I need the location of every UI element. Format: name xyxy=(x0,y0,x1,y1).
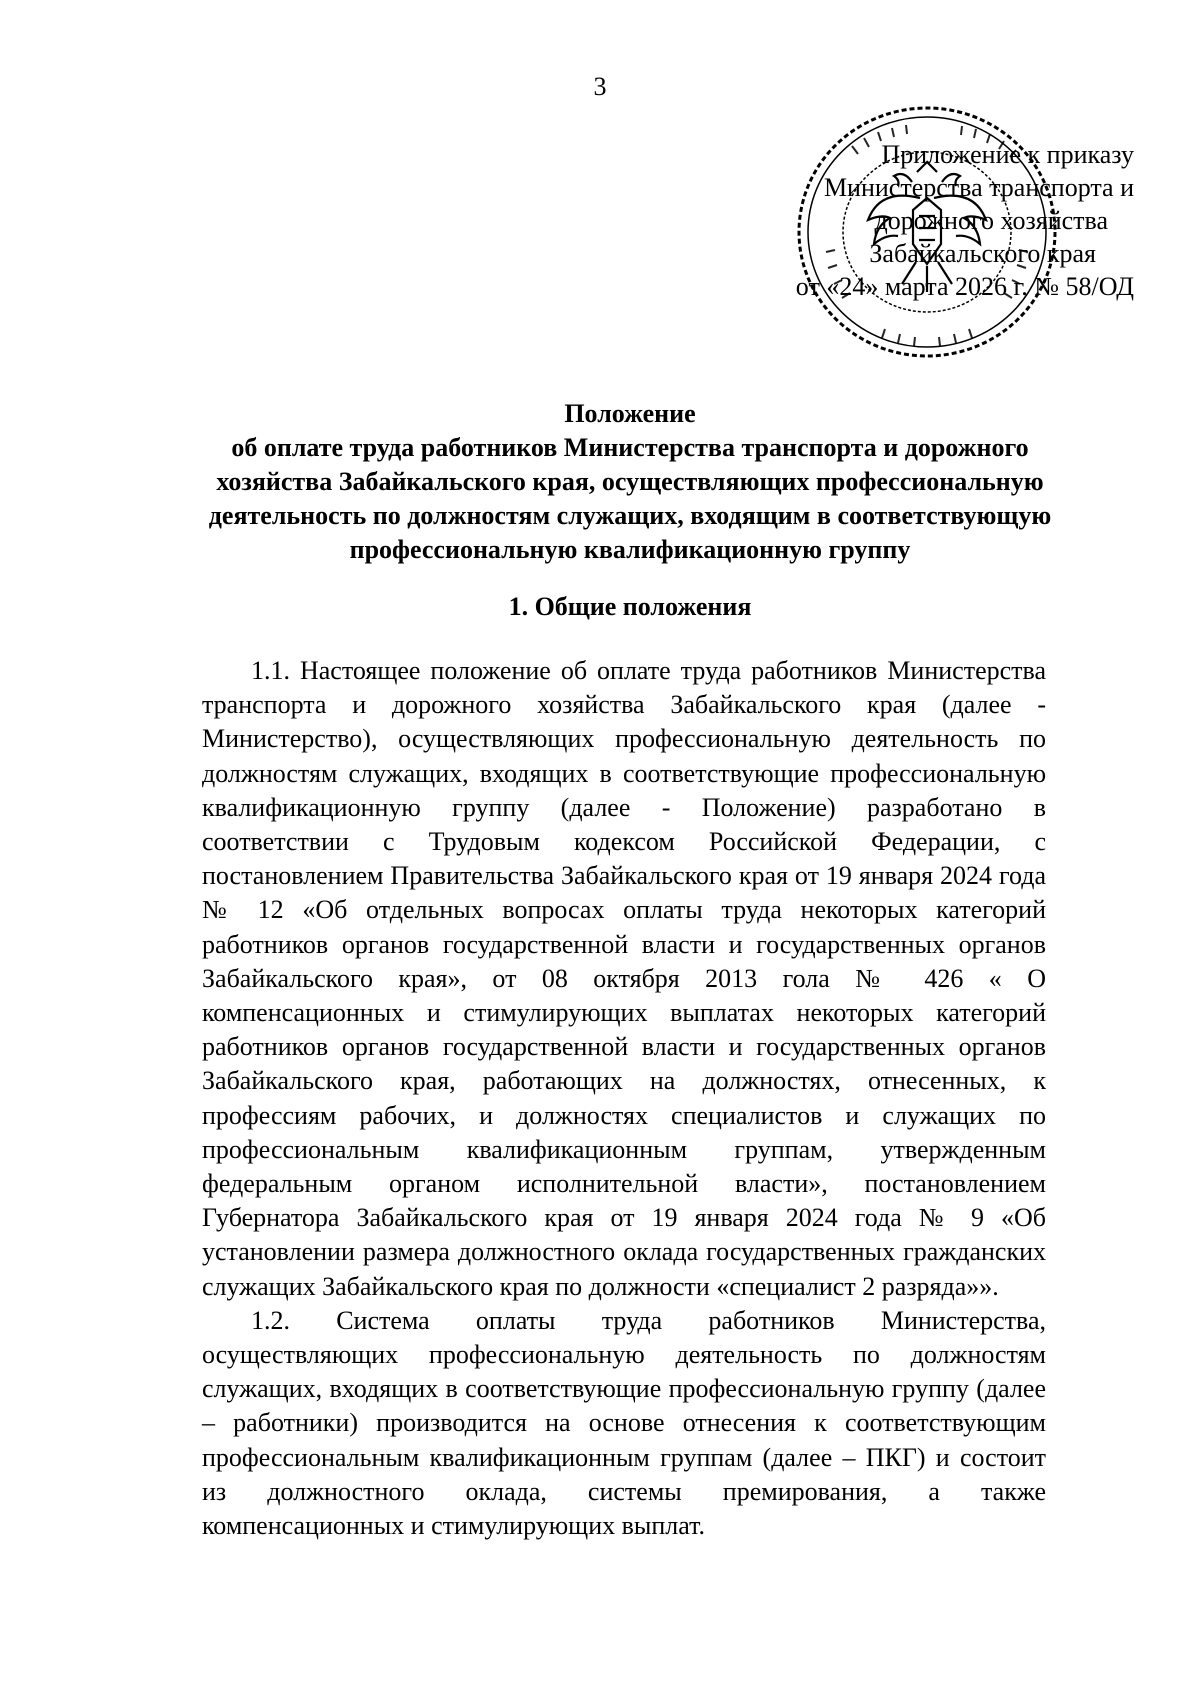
title-line: Положение xyxy=(564,399,696,428)
page-number: 3 xyxy=(593,72,607,101)
approval-line: Забайкальского края xyxy=(869,239,1096,268)
approval-line: Министерства транспорта и xyxy=(823,173,1134,202)
approval-line: дорожного хозяйства xyxy=(874,206,1108,235)
title-line: деятельность по должностям служащих, входящим в соответствующую xyxy=(208,501,1052,530)
approval-block xyxy=(796,138,1134,303)
title-line: профессиональную квалификационную группу xyxy=(349,535,911,564)
paragraph-1-1: 1.1. Настоящее положение об оплате труда работников Министерства транспорта и дорожного хозяйства Забайкальского края (далее - Министерство), осуществляющих профессиональную деятельность по должностям служащих, входящих в соответствующие профессиональную квалификационную группу (далее - Положение) разработано в соответствии с Трудовым кодексом Российской Федерации, с постановлением Правительства Забайкальского края от 19 января 2024 года № 12 «Об отдельных вопросах оплаты труда некоторых категорий работников органов государственной власти и государственных органов Забайкальского края», от 08 октября 2013 гола № 426 « О компенсационных и стимулирующих выплатах некоторых категорий работников органов государственной власти и государственных органов Забайкальского края, работающих на должностях, отнесенных, к профессиям рабочих, и должностях специалистов и служащих по профессиональным квалификационным группам, утвержденным федеральным органом исполнительной власти», постановлением Губернатора Забайкальского края от 19 января 2024 года № 9 «Об установлении размера должностного оклада государственных гражданских служащих Забайкальского края по должности «специалист 2 разряда»». xyxy=(202,656,1046,1301)
approval-line: от «24» марта 2026 г. № 58/ОД xyxy=(795,272,1134,301)
title-line: об оплате труда работников Министерства транспорта и дорожного xyxy=(231,433,1029,462)
approval-line: Приложение к приказу xyxy=(881,140,1134,169)
section-heading: 1. Общие положения xyxy=(508,592,752,621)
paragraph-1-2: 1.2. Система оплаты труда работников Министерства, осуществляющих профессиональную деятельность по должностям служащих, входящих в соответствующие профессиональную группу (далее – работники) производится на основе отнесения к соответствующим профессиональным квалификационным группам (далее – ПКГ) и состоит из должностного оклада, системы премирования, а также компенсационных и стимулирующих выплат. xyxy=(202,1305,1046,1541)
title-line: хозяйства Забайкальского края, осуществляющих профессиональную xyxy=(216,467,1044,496)
document-title xyxy=(190,397,1070,567)
section-body xyxy=(202,654,1046,1543)
